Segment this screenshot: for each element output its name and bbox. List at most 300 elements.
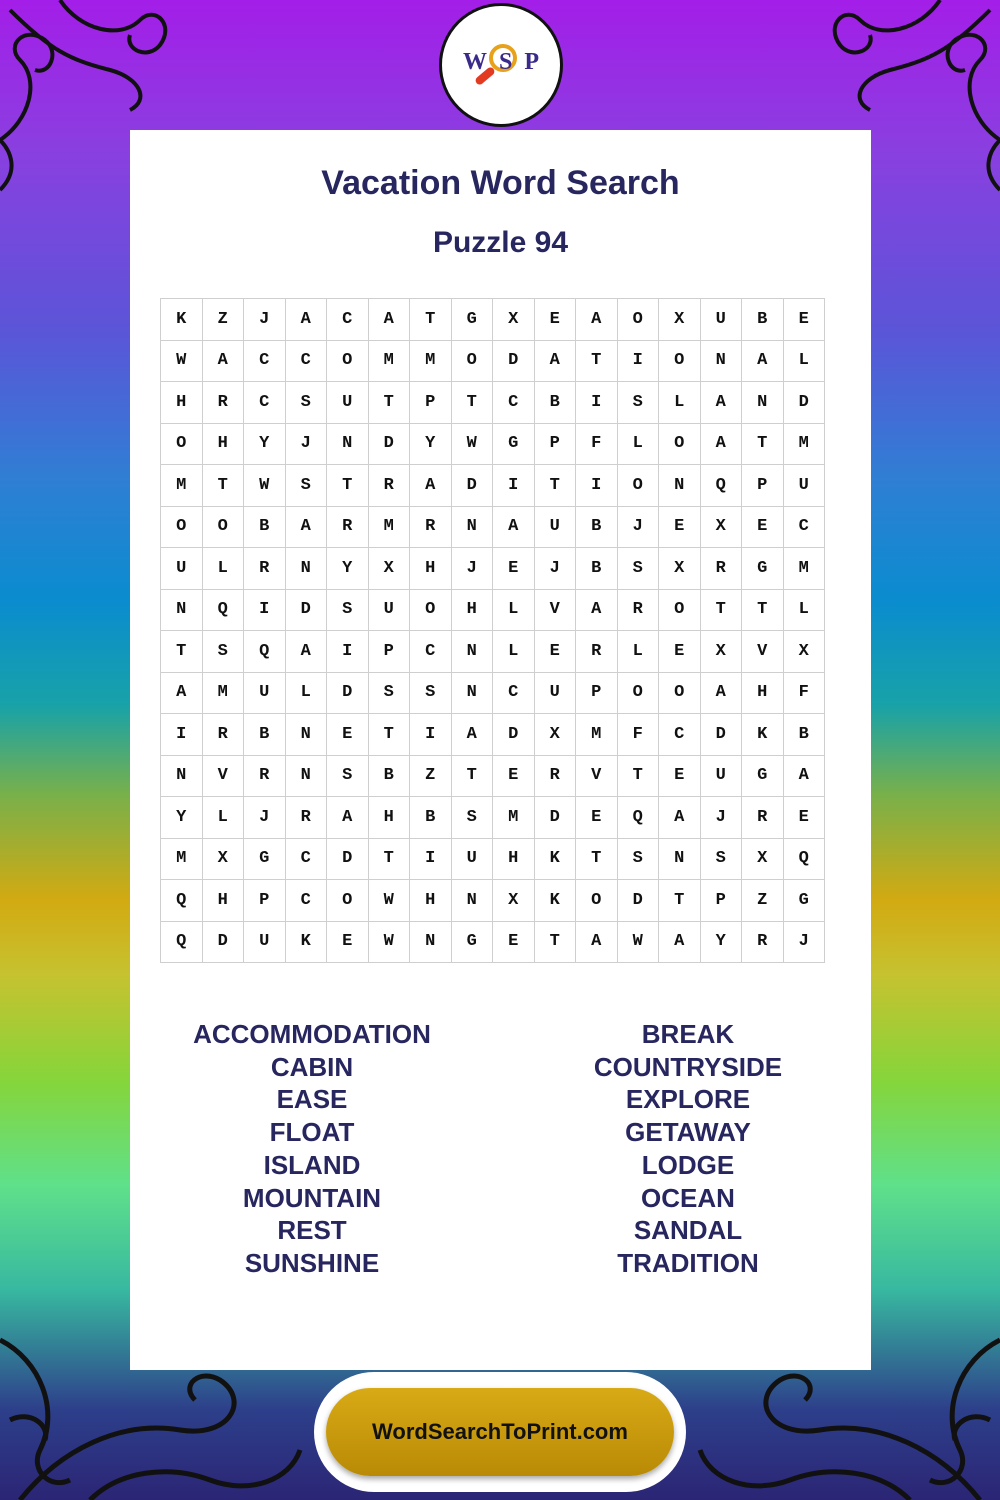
grid-cell[interactable]: X [368,548,410,590]
grid-cell[interactable]: Q [161,880,203,922]
grid-cell[interactable]: N [451,506,493,548]
grid-cell[interactable]: H [202,423,244,465]
grid-row [161,506,825,548]
grid-cell[interactable]: D [700,714,742,756]
grid-cell[interactable]: N [659,838,701,880]
grid-cell[interactable]: U [244,672,286,714]
grid-cell[interactable]: T [368,382,410,424]
grid-cell[interactable]: D [327,672,369,714]
grid-cell[interactable]: Y [700,921,742,963]
grid-cell[interactable]: U [534,506,576,548]
grid-cell[interactable]: X [783,631,825,673]
grid-cell[interactable]: D [451,465,493,507]
wsp-logo [439,3,563,127]
grid-cell[interactable]: M [368,506,410,548]
grid-cell[interactable]: I [493,465,535,507]
grid-cell[interactable]: S [202,631,244,673]
puzzle-number: Puzzle 94 [432,226,569,259]
grid-cell[interactable]: T [327,465,369,507]
grid-row [161,714,825,756]
grid-cell[interactable]: B [576,506,618,548]
grid-cell[interactable]: A [327,797,369,839]
grid-cell[interactable]: B [368,755,410,797]
grid-cell[interactable]: L [202,797,244,839]
grid-cell[interactable]: K [742,714,784,756]
grid-cell[interactable]: U [451,838,493,880]
grid-cell[interactable]: U [700,299,742,341]
grid-cell[interactable]: C [783,506,825,548]
grid-row [161,921,825,963]
grid-cell[interactable]: D [368,423,410,465]
grid-cell[interactable]: I [576,465,618,507]
grid-cell[interactable]: R [285,797,327,839]
grid-cell[interactable]: L [783,589,825,631]
grid-cell[interactable]: C [327,299,369,341]
grid-cell[interactable]: P [576,672,618,714]
grid-cell[interactable]: L [493,631,535,673]
grid-cell[interactable]: X [202,838,244,880]
grid-cell[interactable]: O [617,299,659,341]
grid-cell[interactable]: R [617,589,659,631]
grid-cell[interactable]: Z [202,299,244,341]
grid-cell[interactable]: X [493,299,535,341]
website-button[interactable] [326,1388,674,1476]
grid-cell[interactable]: V [742,631,784,673]
grid-cell[interactable]: O [617,465,659,507]
grid-cell[interactable]: N [285,548,327,590]
grid-cell[interactable]: I [161,714,203,756]
grid-cell[interactable]: E [327,714,369,756]
grid-cell[interactable]: J [244,299,286,341]
grid-cell[interactable]: U [161,548,203,590]
grid-cell[interactable]: J [783,921,825,963]
grid-cell[interactable]: M [368,340,410,382]
grid-cell[interactable]: V [576,755,618,797]
grid-cell[interactable]: Z [742,880,784,922]
grid-cell[interactable]: E [493,755,535,797]
grid-cell[interactable]: M [576,714,618,756]
grid-cell[interactable]: I [244,589,286,631]
grid-cell[interactable]: A [576,589,618,631]
grid-cell[interactable]: A [783,755,825,797]
grid-cell[interactable]: C [244,382,286,424]
grid-cell[interactable]: M [410,340,452,382]
grid-cell[interactable]: H [202,880,244,922]
grid-cell[interactable]: V [202,755,244,797]
grid-cell[interactable]: D [493,340,535,382]
grid-cell[interactable]: W [161,340,203,382]
grid-cell[interactable]: N [659,465,701,507]
grid-cell[interactable]: E [576,797,618,839]
grid-cell[interactable]: E [327,921,369,963]
word-list-item: SUNSHINE [244,1247,380,1278]
grid-cell[interactable]: S [617,838,659,880]
grid-cell[interactable]: V [534,589,576,631]
grid-cell[interactable]: O [659,672,701,714]
grid-cell[interactable]: J [700,797,742,839]
grid-cell[interactable]: S [410,672,452,714]
grid-cell[interactable]: N [285,714,327,756]
grid-cell[interactable]: U [783,465,825,507]
grid-cell[interactable]: H [451,589,493,631]
word-list-item: OCEAN [641,1182,735,1213]
word-list-item: GETAWAY [625,1117,751,1148]
grid-cell[interactable]: U [368,589,410,631]
grid-cell[interactable]: Z [410,755,452,797]
grid-cell[interactable]: R [244,548,286,590]
grid-cell[interactable]: A [659,921,701,963]
grid-cell[interactable]: B [576,548,618,590]
grid-cell[interactable]: U [244,921,286,963]
logo-letter-s: S [498,49,513,75]
grid-cell[interactable]: L [285,672,327,714]
grid-cell[interactable]: A [202,340,244,382]
grid-row [161,797,825,839]
grid-cell[interactable]: T [410,299,452,341]
grid-cell[interactable]: R [410,506,452,548]
grid-cell[interactable]: Q [783,838,825,880]
grid-cell[interactable]: W [368,921,410,963]
grid-row [161,465,825,507]
grid-cell[interactable]: H [410,548,452,590]
grid-cell[interactable]: D [493,714,535,756]
grid-cell[interactable]: T [742,423,784,465]
word-list-item: FLOAT [269,1117,355,1148]
grid-cell[interactable]: B [534,382,576,424]
grid-cell[interactable]: O [659,423,701,465]
grid-cell[interactable]: G [783,880,825,922]
grid-cell[interactable]: S [285,465,327,507]
grid-cell[interactable]: S [368,672,410,714]
grid-cell[interactable]: H [161,382,203,424]
grid-cell[interactable]: C [410,631,452,673]
grid-cell[interactable]: T [617,755,659,797]
grid-cell[interactable]: A [493,506,535,548]
grid-cell[interactable]: P [742,465,784,507]
grid-cell[interactable]: K [161,299,203,341]
grid-cell[interactable]: Y [244,423,286,465]
word-list-item: EXPLORE [625,1084,751,1115]
word-list-item: MOUNTAIN [242,1182,382,1213]
grid-cell[interactable]: T [576,340,618,382]
grid-cell[interactable]: I [410,838,452,880]
grid-cell[interactable]: X [659,548,701,590]
grid-cell[interactable]: Y [161,797,203,839]
grid-cell[interactable]: C [244,340,286,382]
grid-cell[interactable]: R [742,921,784,963]
grid-cell[interactable]: D [534,797,576,839]
grid-cell[interactable]: J [534,548,576,590]
grid-cell[interactable]: I [410,714,452,756]
grid-cell[interactable]: A [285,299,327,341]
grid-cell[interactable]: E [493,921,535,963]
grid-cell[interactable]: N [285,755,327,797]
grid-cell[interactable]: R [576,631,618,673]
grid-cell[interactable]: S [451,797,493,839]
grid-cell[interactable]: E [783,299,825,341]
grid-cell[interactable]: F [576,423,618,465]
grid-cell[interactable]: Q [244,631,286,673]
grid-cell[interactable]: N [410,921,452,963]
grid-cell[interactable]: X [534,714,576,756]
grid-cell[interactable]: Q [617,797,659,839]
grid-cell[interactable]: T [659,880,701,922]
grid-cell[interactable]: O [327,880,369,922]
grid-cell[interactable]: A [534,340,576,382]
grid-cell[interactable]: A [368,299,410,341]
grid-cell[interactable]: N [327,423,369,465]
grid-cell[interactable]: R [244,755,286,797]
word-list-item: ISLAND [263,1149,361,1180]
grid-cell[interactable]: I [617,340,659,382]
word-list-item: COUNTRYSIDE [593,1051,783,1082]
grid-cell[interactable]: L [617,631,659,673]
grid-cell[interactable]: L [202,548,244,590]
grid-row [161,340,825,382]
grid-cell[interactable]: N [451,631,493,673]
word-list-item: TRADITION [617,1247,759,1278]
grid-cell[interactable]: L [659,382,701,424]
grid-cell[interactable]: T [202,465,244,507]
grid-cell[interactable]: A [576,921,618,963]
grid-cell[interactable]: K [534,838,576,880]
grid-cell[interactable]: B [244,714,286,756]
puzzle-sheet [130,130,871,1370]
grid-cell[interactable]: M [202,672,244,714]
grid-row [161,548,825,590]
grid-cell[interactable]: P [368,631,410,673]
grid-cell[interactable]: J [244,797,286,839]
word-list-item: ACCOMMODATION [193,1019,431,1049]
grid-cell[interactable]: O [161,423,203,465]
grid-cell[interactable]: C [493,382,535,424]
grid-cell[interactable]: T [700,589,742,631]
grid-cell[interactable]: S [285,382,327,424]
grid-cell[interactable]: C [285,340,327,382]
grid-cell[interactable]: G [493,423,535,465]
word-list-item: CABIN [270,1051,354,1082]
grid-cell[interactable]: O [327,340,369,382]
grid-cell[interactable]: R [327,506,369,548]
grid-cell[interactable]: P [534,423,576,465]
grid-cell[interactable]: R [368,465,410,507]
page-title: Vacation Word Search [321,164,680,202]
grid-cell[interactable]: C [659,714,701,756]
grid-cell[interactable]: N [161,589,203,631]
grid-cell[interactable]: T [451,382,493,424]
grid-cell[interactable]: O [161,506,203,548]
grid-cell[interactable]: T [742,589,784,631]
word-list-item: SANDAL [633,1215,743,1246]
grid-cell[interactable]: G [451,299,493,341]
grid-cell[interactable]: R [700,548,742,590]
grid-cell[interactable]: S [617,548,659,590]
grid-cell[interactable]: M [783,548,825,590]
grid-cell[interactable]: D [285,589,327,631]
grid-cell[interactable]: N [700,340,742,382]
grid-cell[interactable]: I [576,382,618,424]
grid-cell[interactable]: W [451,423,493,465]
grid-cell[interactable]: E [534,299,576,341]
grid-cell[interactable]: O [410,589,452,631]
grid-cell[interactable]: P [244,880,286,922]
grid-cell[interactable]: O [576,880,618,922]
grid-cell[interactable]: T [451,755,493,797]
grid-cell[interactable]: E [659,631,701,673]
grid-cell[interactable]: G [451,921,493,963]
grid-cell[interactable]: A [285,506,327,548]
grid-cell[interactable]: S [617,382,659,424]
grid-cell[interactable]: M [493,797,535,839]
grid-cell[interactable]: A [700,382,742,424]
grid-cell[interactable]: A [410,465,452,507]
grid-cell[interactable]: A [742,340,784,382]
word-list-right [538,1018,838,1280]
grid-cell[interactable]: H [493,838,535,880]
grid-cell[interactable]: A [700,423,742,465]
grid-cell[interactable]: Q [202,589,244,631]
footer-badge [314,1372,686,1492]
grid-cell[interactable]: N [451,672,493,714]
grid-cell[interactable]: T [161,631,203,673]
grid-cell[interactable]: T [368,714,410,756]
grid-cell[interactable]: S [327,755,369,797]
grid-cell[interactable]: J [617,506,659,548]
grid-cell[interactable]: K [534,880,576,922]
grid-cell[interactable]: P [410,382,452,424]
grid-cell[interactable]: M [161,465,203,507]
grid-cell[interactable]: D [202,921,244,963]
grid-row [161,589,825,631]
grid-cell[interactable]: R [534,755,576,797]
grid-cell[interactable]: B [410,797,452,839]
grid-cell[interactable]: W [244,465,286,507]
grid-cell[interactable]: C [493,672,535,714]
grid-cell[interactable]: F [783,672,825,714]
grid-cell[interactable]: I [327,631,369,673]
grid-row [161,672,825,714]
grid-cell[interactable]: O [451,340,493,382]
word-list-item: BREAK [641,1019,735,1049]
grid-cell[interactable]: A [576,299,618,341]
grid-cell[interactable]: L [617,423,659,465]
grid-cell[interactable]: Y [327,548,369,590]
grid-cell[interactable]: D [617,880,659,922]
grid-cell[interactable]: U [534,672,576,714]
grid-cell[interactable]: A [161,672,203,714]
grid-cell[interactable]: R [202,382,244,424]
grid-cell[interactable]: O [617,672,659,714]
grid-row [161,755,825,797]
grid-cell[interactable]: D [327,838,369,880]
grid-cell[interactable]: L [783,340,825,382]
grid-cell[interactable]: X [742,838,784,880]
grid-cell[interactable]: F [617,714,659,756]
logo-letters [442,49,560,76]
grid-cell[interactable]: O [202,506,244,548]
grid-cell[interactable]: E [659,506,701,548]
grid-cell[interactable]: J [285,423,327,465]
grid-cell[interactable]: B [742,299,784,341]
grid-cell[interactable]: A [700,672,742,714]
grid-cell[interactable]: Q [161,921,203,963]
grid-cell[interactable]: E [783,797,825,839]
grid-cell[interactable]: X [700,631,742,673]
grid-cell[interactable]: A [285,631,327,673]
grid-cell[interactable]: U [700,755,742,797]
grid-cell[interactable]: S [700,838,742,880]
grid-cell[interactable]: B [783,714,825,756]
grid-cell[interactable]: X [700,506,742,548]
grid-cell[interactable]: G [244,838,286,880]
grid-cell[interactable]: Q [700,465,742,507]
word-list-item: EASE [276,1084,348,1115]
grid-row [161,423,825,465]
word-list-item: LODGE [641,1149,735,1180]
grid-cell[interactable]: L [493,589,535,631]
grid-cell[interactable]: U [327,382,369,424]
grid-cell[interactable]: Y [410,423,452,465]
grid-cell[interactable]: C [285,880,327,922]
grid-cell[interactable]: K [285,921,327,963]
grid-cell[interactable]: A [451,714,493,756]
grid-cell[interactable]: R [202,714,244,756]
grid-cell[interactable]: B [244,506,286,548]
grid-cell[interactable]: N [742,382,784,424]
word-list-left [162,1018,462,1280]
letter-grid [160,298,825,963]
grid-cell[interactable]: M [783,423,825,465]
grid-cell[interactable]: M [161,838,203,880]
grid-row [161,299,825,341]
grid-cell[interactable]: E [534,631,576,673]
grid-cell[interactable]: O [659,589,701,631]
grid-cell[interactable]: T [534,465,576,507]
grid-cell[interactable]: C [285,838,327,880]
grid-cell[interactable]: J [451,548,493,590]
grid-cell[interactable]: O [659,340,701,382]
grid-cell[interactable]: A [659,797,701,839]
grid-cell[interactable]: R [742,797,784,839]
grid-cell[interactable]: E [659,755,701,797]
grid-cell[interactable]: E [493,548,535,590]
grid-cell[interactable]: T [534,921,576,963]
grid-cell[interactable]: T [576,838,618,880]
grid-cell[interactable]: H [368,797,410,839]
grid-cell[interactable]: X [659,299,701,341]
grid-cell[interactable]: G [742,548,784,590]
grid-cell[interactable]: P [700,880,742,922]
grid-row [161,838,825,880]
grid-cell[interactable]: T [368,838,410,880]
word-list-item: REST [277,1215,347,1246]
grid-cell[interactable]: D [783,382,825,424]
grid-cell[interactable]: X [493,880,535,922]
grid-row [161,382,825,424]
grid-cell[interactable]: G [742,755,784,797]
grid-cell[interactable]: H [410,880,452,922]
grid-cell[interactable]: W [368,880,410,922]
logo-letter-p: P [524,49,540,75]
grid-cell[interactable]: E [742,506,784,548]
grid-cell[interactable]: N [161,755,203,797]
grid-cell[interactable]: S [327,589,369,631]
grid-cell[interactable]: W [617,921,659,963]
website-link-label: WordSearchToPrint.com [372,1419,628,1444]
grid-cell[interactable]: N [451,880,493,922]
grid-cell[interactable]: H [742,672,784,714]
logo-letter-w: W [462,49,487,75]
